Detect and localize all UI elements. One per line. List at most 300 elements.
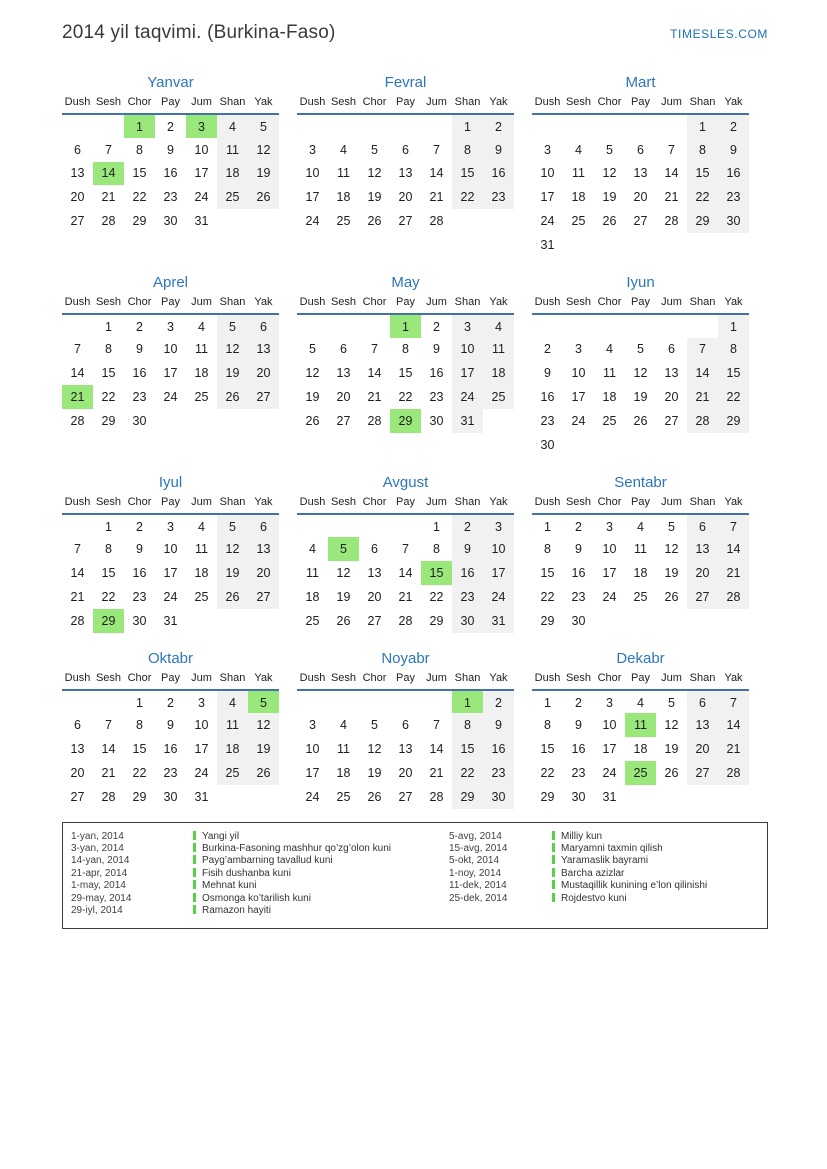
weekday-header: Jum <box>656 672 687 690</box>
holiday-day-cell: 1 <box>124 114 155 138</box>
day-cell: 12 <box>336 566 351 581</box>
legend-label-text: Payg’ambarning tavallud kuni <box>202 855 333 867</box>
holiday-day-cell: 11 <box>625 713 656 737</box>
day-cell: 20 <box>70 765 85 780</box>
empty-cell <box>359 690 390 714</box>
day-cell: 13 <box>398 166 413 181</box>
empty-cell <box>656 114 687 138</box>
day-cell: 28 <box>70 413 85 428</box>
weekday-header: Chor <box>594 672 625 690</box>
holiday-day-cell: 1 <box>452 690 483 714</box>
day-cell: 4 <box>217 690 248 714</box>
weekday-header: Shan <box>452 496 483 514</box>
empty-cell <box>594 114 625 138</box>
legend-label-text: Barcha azizlar <box>561 867 625 879</box>
holiday-day-cell: 1 <box>390 314 421 338</box>
day-cell: 14 <box>664 166 679 181</box>
day-cell: 4 <box>340 142 347 157</box>
day-cell: 26 <box>336 613 351 628</box>
weekday-header: Pay <box>155 96 186 114</box>
day-cell: 20 <box>248 361 279 385</box>
day-cell: 2 <box>718 114 749 138</box>
day-cell: 13 <box>664 366 679 381</box>
day-cell: 23 <box>571 765 586 780</box>
empty-cell <box>594 314 625 338</box>
day-cell: 28 <box>101 789 116 804</box>
weekday-header: Jum <box>421 296 452 314</box>
day-cell: 24 <box>163 390 178 405</box>
month-days <box>532 114 749 257</box>
day-cell: 7 <box>687 338 718 362</box>
empty-cell <box>248 785 279 809</box>
empty-cell <box>718 785 749 809</box>
empty-cell <box>390 114 421 138</box>
holiday-marker-icon <box>552 868 555 877</box>
weekday-header: Pay <box>390 296 421 314</box>
day-cell: 22 <box>452 761 483 785</box>
day-cell: 14 <box>718 713 749 737</box>
weekday-header-row <box>297 296 514 314</box>
day-cell: 26 <box>217 385 248 409</box>
day-cell: 9 <box>136 542 143 557</box>
weekday-header: Pay <box>625 296 656 314</box>
legend-date: 1-yan, 2014 <box>71 830 124 842</box>
weekday-header-row <box>532 672 749 690</box>
day-cell: 27 <box>664 413 679 428</box>
day-cell: 30 <box>429 413 444 428</box>
day-cell: 13 <box>336 366 351 381</box>
weekday-header: Yak <box>483 96 514 114</box>
day-cell: 18 <box>336 765 351 780</box>
day-cell: 3 <box>309 142 316 157</box>
month-table <box>297 672 514 809</box>
day-cell: 6 <box>74 718 81 733</box>
month-title: Iyul <box>158 473 183 491</box>
day-cell: 20 <box>633 190 648 205</box>
day-cell: 3 <box>483 514 514 538</box>
day-cell: 8 <box>452 713 483 737</box>
weekday-header: Dush <box>62 296 93 314</box>
weekday-header: Chor <box>359 296 390 314</box>
day-cell: 2 <box>433 320 440 335</box>
day-cell: 2 <box>167 120 174 135</box>
empty-cell <box>625 114 656 138</box>
day-cell: 4 <box>217 114 248 138</box>
empty-cell <box>687 609 718 633</box>
month-title: Iyun <box>626 273 655 291</box>
weekday-header: Jum <box>421 672 452 690</box>
day-cell: 17 <box>305 190 320 205</box>
day-cell: 4 <box>575 142 582 157</box>
day-cell: 21 <box>429 190 444 205</box>
day-cell: 30 <box>132 413 147 428</box>
page-title: 2014 yil taqvimi. (Burkina-Faso) <box>62 22 336 43</box>
legend-label <box>552 880 759 892</box>
day-cell: 4 <box>198 519 205 534</box>
day-cell: 26 <box>633 413 648 428</box>
day-cell: 27 <box>248 585 279 609</box>
day-cell: 27 <box>336 413 351 428</box>
weekday-header: Yak <box>248 672 279 690</box>
day-cell: 24 <box>602 765 617 780</box>
day-cell: 16 <box>132 566 147 581</box>
legend-label-text: Maryamni taxmin qilish <box>561 842 663 854</box>
day-cell: 30 <box>163 214 178 229</box>
legend-label-text: Mehnat kuni <box>202 880 257 892</box>
day-cell: 21 <box>70 589 85 604</box>
day-cell: 21 <box>398 589 413 604</box>
weekday-header: Jum <box>421 496 452 514</box>
day-cell: 21 <box>664 190 679 205</box>
legend-label-text: Yaramaslik bayrami <box>561 855 649 867</box>
day-cell: 27 <box>398 214 413 229</box>
day-cell: 15 <box>687 162 718 186</box>
empty-cell <box>532 114 563 138</box>
empty-cell <box>563 114 594 138</box>
day-cell: 9 <box>483 138 514 162</box>
weekday-header: Chor <box>594 96 625 114</box>
day-cell: 23 <box>483 185 514 209</box>
day-cell: 1 <box>687 114 718 138</box>
weekday-header: Shan <box>217 496 248 514</box>
day-cell: 30 <box>540 437 555 452</box>
day-cell: 3 <box>309 718 316 733</box>
day-cell: 14 <box>429 742 444 757</box>
weekday-header-row <box>297 672 514 690</box>
weekday-header: Jum <box>656 296 687 314</box>
day-cell: 8 <box>105 342 112 357</box>
day-cell: 18 <box>217 162 248 186</box>
day-cell: 3 <box>575 342 582 357</box>
day-cell: 21 <box>687 385 718 409</box>
day-cell: 26 <box>664 765 679 780</box>
day-cell: 31 <box>452 409 483 433</box>
day-cell: 21 <box>101 765 116 780</box>
day-cell: 7 <box>668 142 675 157</box>
legend-label-text: Burkina-Fasoning mashhur qo’zg’olon kuni <box>202 842 391 854</box>
day-cell: 18 <box>633 566 648 581</box>
day-cell: 14 <box>70 566 85 581</box>
day-cell: 13 <box>687 713 718 737</box>
weekday-header: Pay <box>390 96 421 114</box>
month-table <box>532 296 749 457</box>
month-title: Oktabr <box>147 649 193 667</box>
holiday-day-cell: 29 <box>93 609 124 633</box>
day-cell: 16 <box>483 737 514 761</box>
legend-label <box>552 893 759 905</box>
day-cell: 12 <box>633 366 648 381</box>
day-cell: 17 <box>452 361 483 385</box>
empty-cell <box>532 314 563 338</box>
month-oktabr <box>62 650 279 809</box>
day-cell: 27 <box>248 385 279 409</box>
month-dekabr <box>532 650 749 809</box>
month-avgust <box>297 474 514 633</box>
day-cell: 6 <box>668 342 675 357</box>
day-cell: 10 <box>305 166 320 181</box>
day-cell: 22 <box>452 185 483 209</box>
weekday-header-row <box>532 96 749 114</box>
weekday-header-row <box>62 496 279 514</box>
weekday-header: Pay <box>390 672 421 690</box>
day-cell: 11 <box>483 338 514 362</box>
legend-label <box>193 905 449 917</box>
day-cell: 10 <box>540 166 555 181</box>
holiday-marker-icon <box>552 831 555 840</box>
empty-cell <box>62 514 93 538</box>
legend-label <box>552 868 759 880</box>
day-cell: 4 <box>637 695 644 710</box>
day-cell: 29 <box>132 789 147 804</box>
day-cell: 9 <box>544 366 551 381</box>
legend-label-text: Mustaqillik kunining e’lon qilinishi <box>561 880 708 892</box>
weekday-header: Yak <box>718 672 749 690</box>
month-title: Fevral <box>384 74 427 91</box>
weekday-header: Yak <box>483 496 514 514</box>
weekday-header: Dush <box>532 672 563 690</box>
day-cell: 24 <box>163 589 178 604</box>
day-cell: 23 <box>163 190 178 205</box>
day-cell: 31 <box>483 609 514 633</box>
day-cell: 3 <box>198 695 205 710</box>
empty-cell <box>248 209 279 233</box>
day-cell: 17 <box>194 742 209 757</box>
day-cell: 11 <box>217 713 248 737</box>
day-cell: 19 <box>367 190 382 205</box>
day-cell: 25 <box>217 185 248 209</box>
day-cell: 24 <box>194 765 209 780</box>
weekday-header: Jum <box>656 496 687 514</box>
day-cell: 19 <box>305 390 320 405</box>
day-cell: 7 <box>718 690 749 714</box>
weekday-header: Sesh <box>563 672 594 690</box>
day-cell: 13 <box>687 537 718 561</box>
day-cell: 24 <box>571 413 586 428</box>
day-cell: 17 <box>540 190 555 205</box>
day-cell: 18 <box>483 361 514 385</box>
day-cell: 24 <box>305 214 320 229</box>
weekday-header: Chor <box>594 296 625 314</box>
day-cell: 18 <box>336 190 351 205</box>
day-cell: 25 <box>571 214 586 229</box>
day-cell: 30 <box>452 609 483 633</box>
day-cell: 9 <box>452 537 483 561</box>
empty-cell <box>328 690 359 714</box>
weekday-header: Yak <box>248 296 279 314</box>
day-cell: 2 <box>136 320 143 335</box>
empty-cell <box>93 690 124 714</box>
month-days <box>532 690 749 809</box>
weekday-header: Chor <box>124 96 155 114</box>
day-cell: 19 <box>248 162 279 186</box>
empty-cell <box>563 233 594 257</box>
day-cell: 30 <box>163 789 178 804</box>
empty-cell <box>186 409 217 433</box>
day-cell: 23 <box>163 765 178 780</box>
day-cell: 6 <box>637 142 644 157</box>
day-cell: 10 <box>194 718 209 733</box>
weekday-header: Pay <box>625 496 656 514</box>
day-cell: 16 <box>163 166 178 181</box>
day-cell: 3 <box>606 695 613 710</box>
day-cell: 19 <box>664 742 679 757</box>
empty-cell <box>248 409 279 433</box>
holiday-day-cell: 5 <box>328 537 359 561</box>
day-cell: 19 <box>217 361 248 385</box>
legend-label <box>193 831 449 843</box>
day-cell: 16 <box>540 390 555 405</box>
empty-cell <box>656 233 687 257</box>
month-yanvar <box>62 74 279 257</box>
day-cell: 3 <box>167 519 174 534</box>
legend-date: 29-may, 2014 <box>71 892 132 904</box>
day-cell: 13 <box>633 166 648 181</box>
empty-cell <box>359 114 390 138</box>
day-cell: 23 <box>483 761 514 785</box>
day-cell: 15 <box>101 566 116 581</box>
day-cell: 11 <box>337 166 350 181</box>
day-cell: 27 <box>687 761 718 785</box>
day-cell: 14 <box>687 361 718 385</box>
day-cell: 19 <box>367 765 382 780</box>
day-cell: 21 <box>429 765 444 780</box>
day-cell: 4 <box>340 718 347 733</box>
weekday-header: Yak <box>718 296 749 314</box>
legend-date: 5-okt, 2014 <box>449 855 500 867</box>
weekday-header: Chor <box>124 496 155 514</box>
day-cell: 29 <box>452 785 483 809</box>
empty-cell <box>687 785 718 809</box>
day-cell: 14 <box>70 366 85 381</box>
day-cell: 20 <box>70 190 85 205</box>
day-cell: 20 <box>336 390 351 405</box>
day-cell: 1 <box>452 114 483 138</box>
month-may <box>297 274 514 457</box>
legend-label-text: Osmonga ko’tarilish kuni <box>202 892 311 904</box>
weekday-header: Dush <box>62 96 93 114</box>
empty-cell <box>297 114 328 138</box>
empty-cell <box>718 433 749 457</box>
day-cell: 17 <box>194 166 209 181</box>
day-cell: 31 <box>602 789 617 804</box>
weekday-header: Shan <box>217 96 248 114</box>
day-cell: 30 <box>483 785 514 809</box>
day-cell: 3 <box>452 314 483 338</box>
day-cell: 7 <box>433 718 440 733</box>
legend-label-text: Milliy kun <box>561 830 603 842</box>
day-cell: 26 <box>367 789 382 804</box>
day-cell: 25 <box>602 413 617 428</box>
day-cell: 24 <box>483 585 514 609</box>
empty-cell <box>217 409 248 433</box>
month-table <box>297 96 514 233</box>
day-cell: 27 <box>367 613 382 628</box>
day-cell: 25 <box>194 390 209 405</box>
day-cell: 8 <box>687 138 718 162</box>
weekday-header: Chor <box>359 672 390 690</box>
holiday-marker-icon <box>552 880 555 889</box>
day-cell: 26 <box>217 585 248 609</box>
day-cell: 19 <box>664 566 679 581</box>
day-cell: 17 <box>163 366 178 381</box>
day-cell: 4 <box>483 314 514 338</box>
day-cell: 19 <box>217 561 248 585</box>
site-link[interactable]: TIMESLES.COM <box>670 27 768 41</box>
day-cell: 21 <box>367 390 382 405</box>
legend-date: 11-dek, 2014 <box>449 880 507 892</box>
holiday-day-cell: 29 <box>390 409 421 433</box>
day-cell: 30 <box>571 789 586 804</box>
weekday-header: Sesh <box>563 496 594 514</box>
legend-date: 29-iyl, 2014 <box>71 905 123 917</box>
weekday-header: Sesh <box>563 96 594 114</box>
weekday-header: Sesh <box>93 96 124 114</box>
weekday-header-row <box>62 672 279 690</box>
empty-cell <box>687 314 718 338</box>
day-cell: 8 <box>136 718 143 733</box>
day-cell: 26 <box>248 761 279 785</box>
day-cell: 13 <box>70 742 85 757</box>
weekday-header: Chor <box>359 96 390 114</box>
day-cell: 16 <box>452 561 483 585</box>
day-cell: 24 <box>194 190 209 205</box>
day-cell: 14 <box>429 166 444 181</box>
day-cell: 12 <box>305 366 320 381</box>
holiday-marker-icon <box>552 843 555 852</box>
empty-cell <box>452 209 483 233</box>
day-cell: 23 <box>718 185 749 209</box>
weekday-header: Pay <box>155 296 186 314</box>
day-cell: 21 <box>718 737 749 761</box>
day-cell: 8 <box>433 542 440 557</box>
legend-date: 25-dek, 2014 <box>449 892 508 904</box>
month-days <box>297 114 514 233</box>
day-cell: 9 <box>167 718 174 733</box>
day-cell: 24 <box>602 589 617 604</box>
weekday-header: Jum <box>186 96 217 114</box>
day-cell: 13 <box>398 742 413 757</box>
month-title: Avgust <box>382 473 429 491</box>
holiday-day-cell: 15 <box>421 561 452 585</box>
day-cell: 12 <box>217 537 248 561</box>
empty-cell <box>390 514 421 538</box>
day-cell: 27 <box>70 789 85 804</box>
day-cell: 26 <box>367 214 382 229</box>
day-cell: 31 <box>540 237 555 252</box>
day-cell: 6 <box>371 542 378 557</box>
day-cell: 7 <box>402 542 409 557</box>
day-cell: 12 <box>248 138 279 162</box>
empty-cell <box>483 209 514 233</box>
day-cell: 29 <box>132 214 147 229</box>
day-cell: 20 <box>398 765 413 780</box>
weekday-header: Shan <box>687 296 718 314</box>
day-cell: 5 <box>371 718 378 733</box>
month-days <box>297 690 514 809</box>
weekday-header: Pay <box>625 672 656 690</box>
empty-cell <box>248 609 279 633</box>
day-cell: 31 <box>194 789 209 804</box>
day-cell: 5 <box>248 114 279 138</box>
day-cell: 29 <box>429 613 444 628</box>
day-cell: 7 <box>371 342 378 357</box>
empty-cell <box>625 609 656 633</box>
day-cell: 5 <box>606 142 613 157</box>
day-cell: 23 <box>429 390 444 405</box>
month-days <box>62 514 279 633</box>
day-cell: 18 <box>305 589 320 604</box>
day-cell: 28 <box>367 413 382 428</box>
